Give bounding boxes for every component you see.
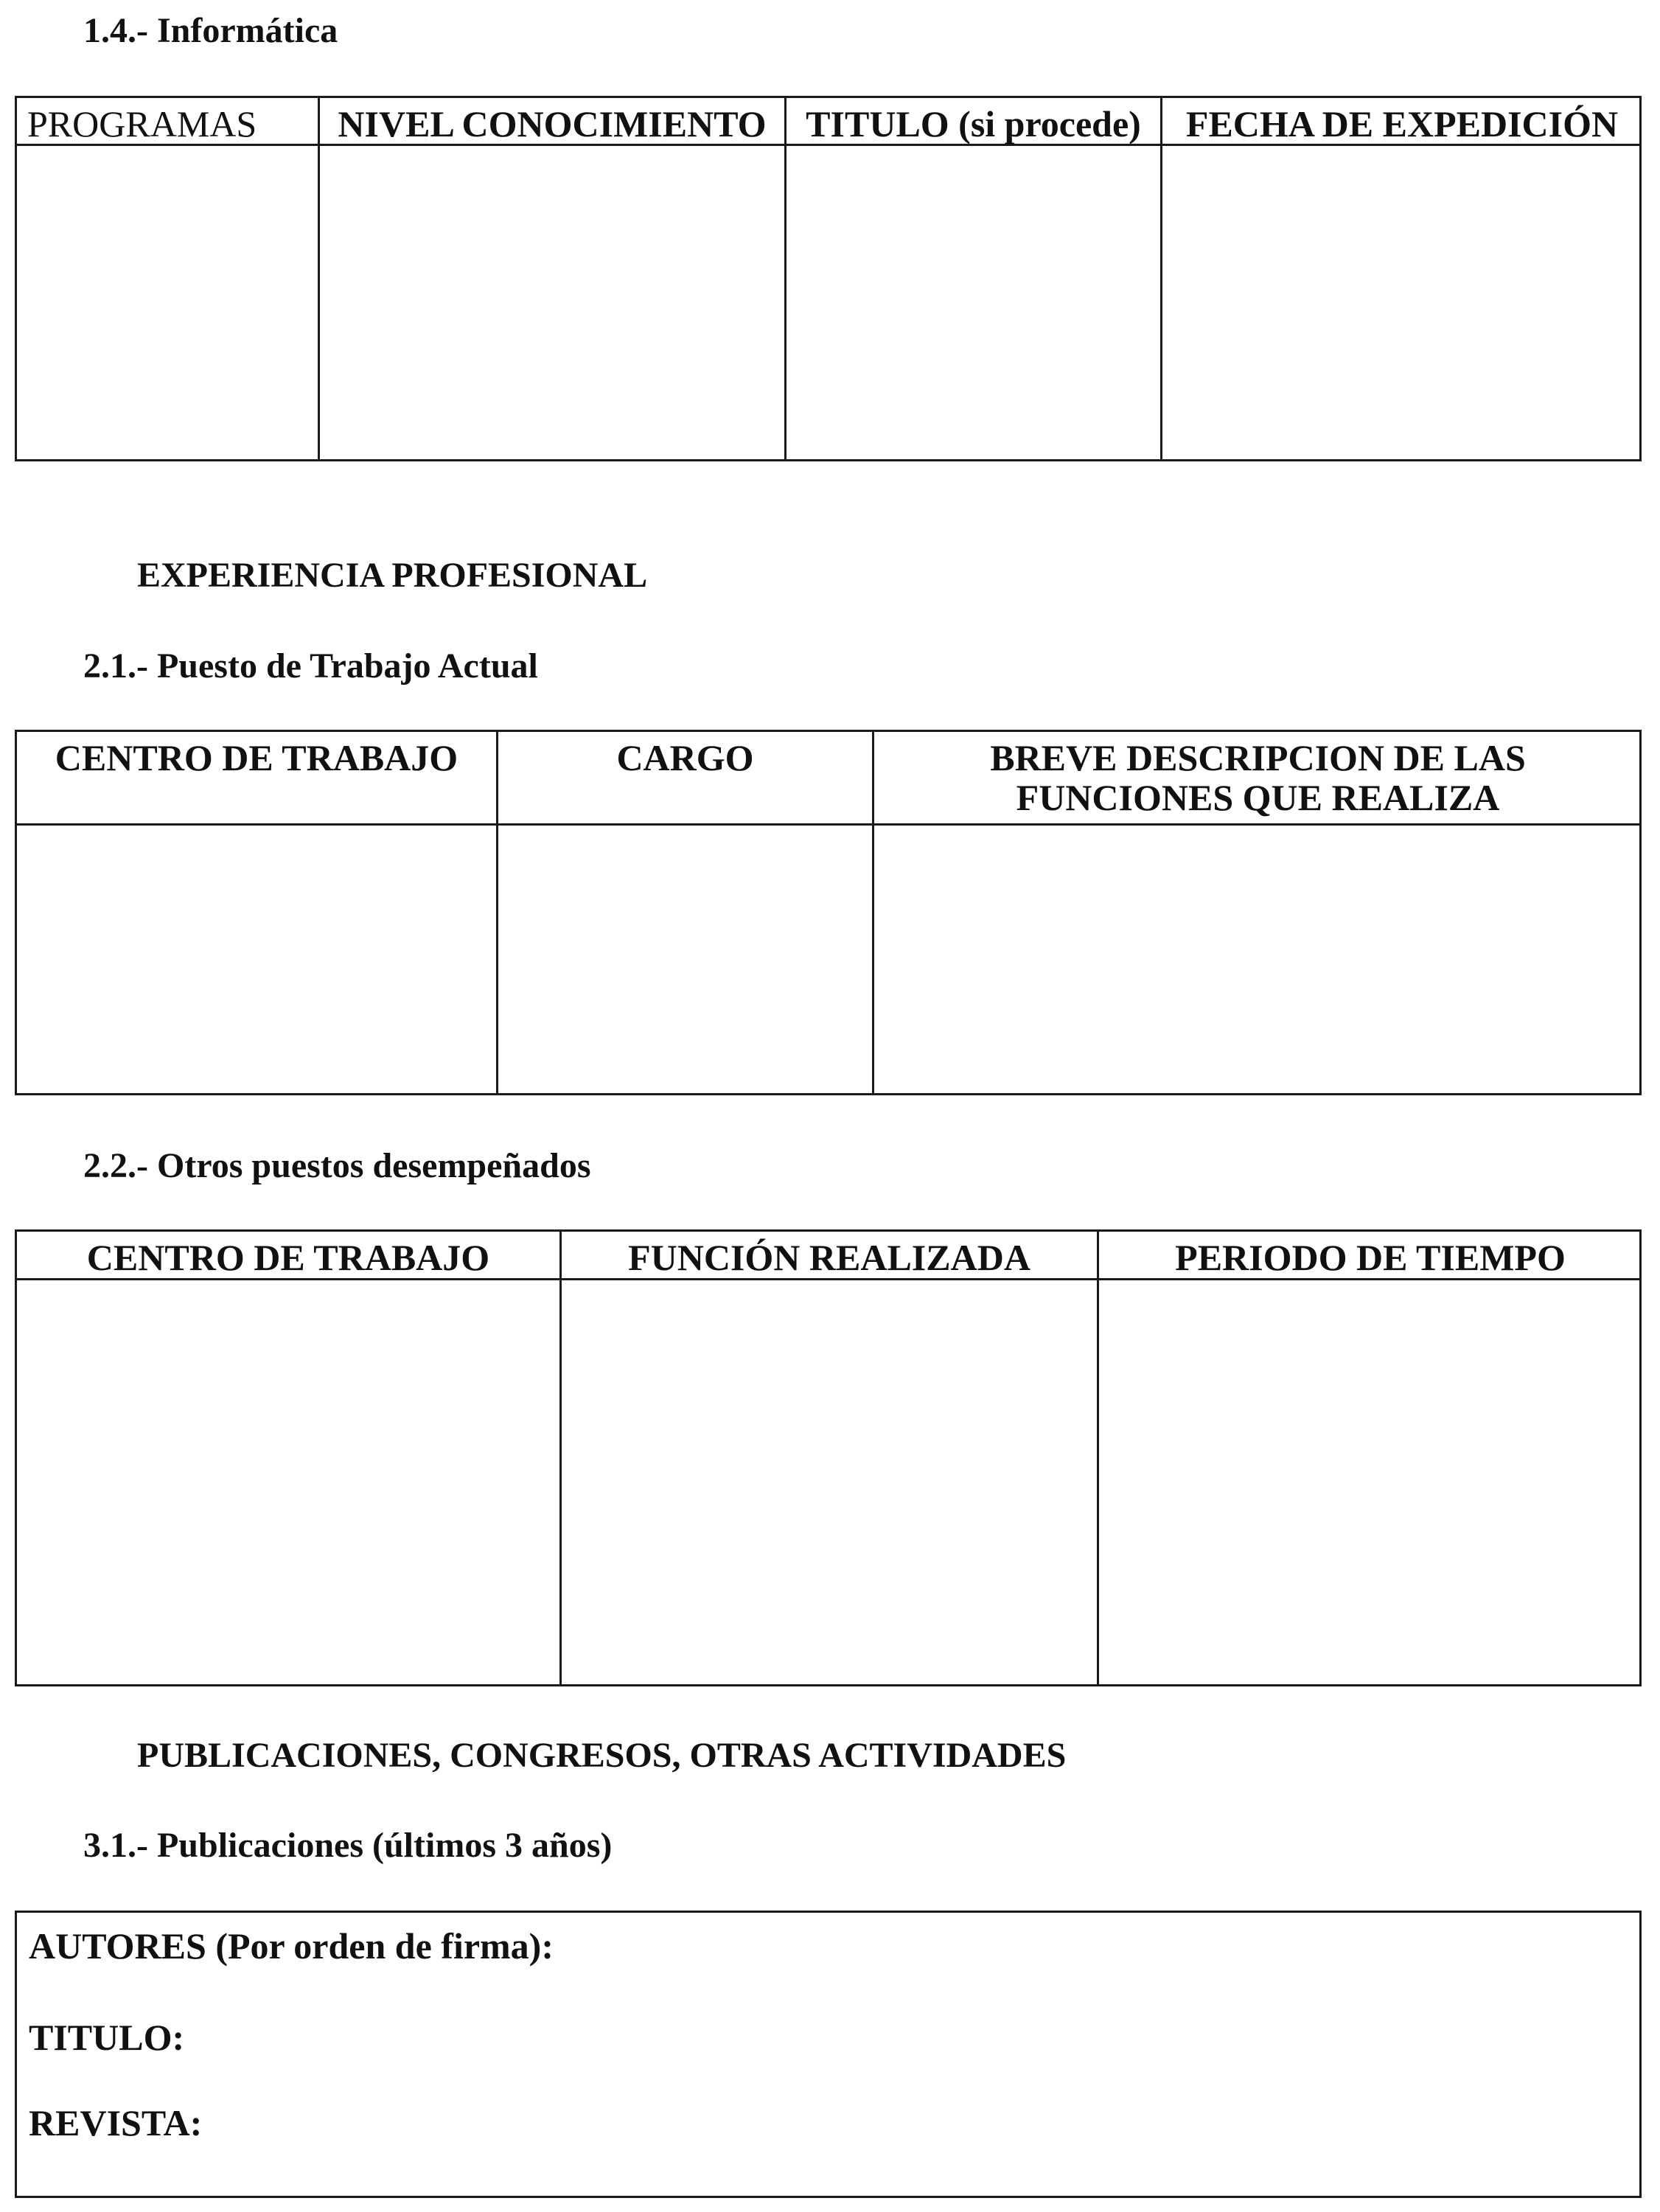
heading-puesto-actual: 2.1.- Puesto de Trabajo Actual — [83, 646, 538, 685]
column-divider — [784, 98, 787, 459]
col-header-fecha-expedicion: FECHA DE EXPEDICIÓN — [1185, 103, 1619, 144]
col-header-centro-trabajo: CENTRO DE TRABAJO — [55, 737, 458, 778]
col-header-breve-descripcion-line1: BREVE DESCRIPCION DE LAS — [990, 737, 1526, 778]
table-informatica — [15, 96, 1642, 461]
col-header-programas: PROGRAMAS — [27, 103, 257, 144]
column-divider — [1160, 98, 1162, 459]
column-divider — [559, 1232, 562, 1684]
column-divider — [496, 732, 498, 1093]
col-header-funcion-realizada: FUNCIÓN REALIZADA — [628, 1237, 1030, 1278]
section-title-experiencia: EXPERIENCIA PROFESIONAL — [137, 556, 648, 595]
col-header-periodo-tiempo: PERIODO DE TIEMPO — [1175, 1237, 1566, 1278]
col-header-breve-descripcion-line2: FUNCIONES QUE REALIZA — [1016, 777, 1500, 818]
column-divider — [318, 98, 320, 459]
field-titulo: TITULO: — [29, 2017, 185, 2058]
column-divider — [1097, 1232, 1099, 1684]
box-publicacion — [15, 1911, 1642, 2198]
table-puesto-actual — [15, 730, 1642, 1095]
col-header-cargo: CARGO — [616, 737, 754, 778]
col-header-titulo: TITULO (si procede) — [806, 103, 1141, 144]
field-autores: AUTORES (Por orden de firma): — [29, 1925, 554, 1967]
heading-publicaciones: 3.1.- Publicaciones (últimos 3 años) — [83, 1826, 613, 1865]
heading-otros-puestos: 2.2.- Otros puestos desempeñados — [83, 1146, 591, 1185]
header-divider — [17, 823, 1639, 826]
col-header-nivel-conocimiento: NIVEL CONOCIMIENTO — [338, 103, 767, 144]
heading-informatica: 1.4.- Informática — [83, 11, 338, 50]
field-revista: REVISTA: — [29, 2102, 203, 2143]
section-title-publicaciones: PUBLICACIONES, CONGRESOS, OTRAS ACTIVIDADES — [137, 1736, 1067, 1775]
header-divider — [17, 1278, 1639, 1280]
col-header-centro-trabajo: CENTRO DE TRABAJO — [86, 1237, 490, 1278]
table-otros-puestos — [15, 1229, 1642, 1686]
